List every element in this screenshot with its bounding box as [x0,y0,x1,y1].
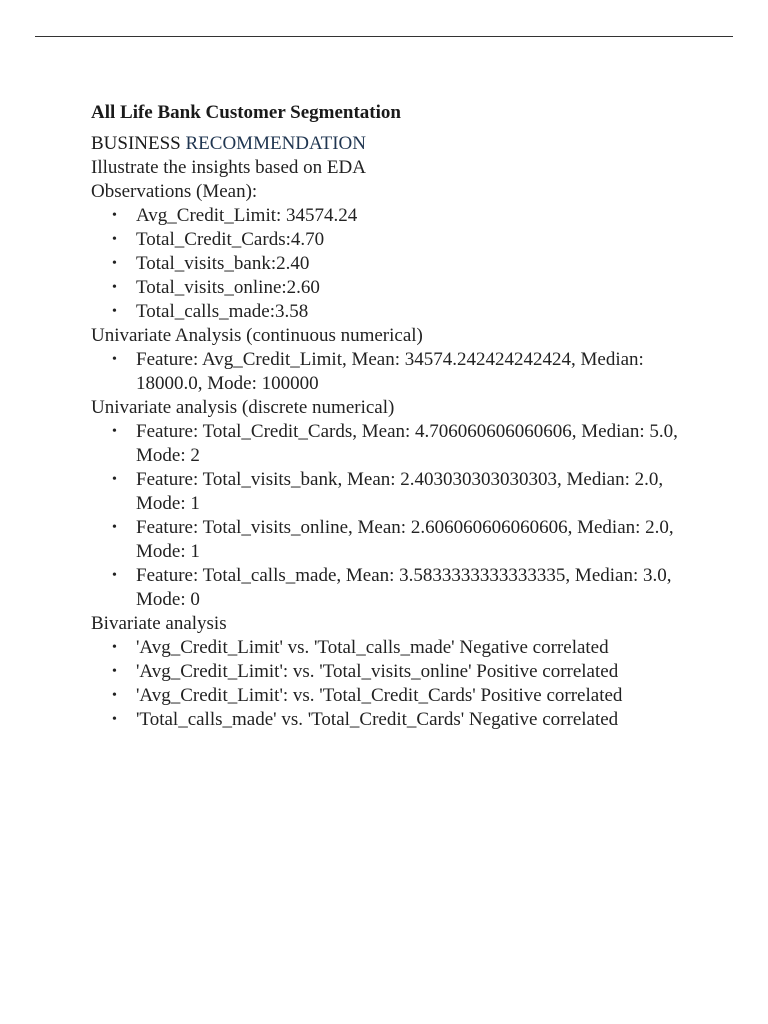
list-item: • Total_Credit_Cards:4.70 [136,228,691,252]
document-body [91,101,691,732]
list-item: • 'Avg_Credit_Limit': vs. 'Total_visits_online' Positive correlated [136,660,691,684]
list-item: • Feature: Avg_Credit_Limit, Mean: 34574.242424242424, Median: 18000.0, Mode: 100000 [136,348,691,396]
list-item: • Avg_Credit_Limit: 34574.24 [136,204,691,228]
univariate-discrete-heading: Univariate analysis (discrete numerical) [91,397,395,418]
list-item: • Total_calls_made:3.58 [136,300,691,324]
top-divider [35,36,733,37]
list-item: • Feature: Total_visits_bank, Mean: 2.403030303030303, Median: 2.0, Mode: 1 [136,468,691,516]
list-item: • Total_visits_online:2.60 [136,276,691,300]
subtitle-business: BUSINESS [91,133,186,154]
univariate-continuous-list [91,348,691,396]
univariate-discrete-list [91,420,691,612]
univariate-continuous-heading: Univariate Analysis (continuous numerical) [91,325,423,346]
bivariate-heading: Bivariate analysis [91,613,227,634]
eda-intro-text: Illustrate the insights based on EDA [91,157,366,178]
document-title: All Life Bank Customer Segmentation [91,102,401,123]
bivariate-list [91,636,691,732]
observations-list [91,204,691,324]
list-item: • Total_visits_bank:2.40 [136,252,691,276]
list-item: • 'Avg_Credit_Limit': vs. 'Total_Credit_Cards' Positive correlated [136,684,691,708]
list-item: • Feature: Total_Credit_Cards, Mean: 4.706060606060606, Median: 5.0, Mode: 2 [136,420,691,468]
document-subtitle [91,132,691,156]
list-item: • Feature: Total_calls_made, Mean: 3.5833333333333335, Median: 3.0, Mode: 0 [136,564,691,612]
list-item: • 'Avg_Credit_Limit' vs. 'Total_calls_made' Negative correlated [136,636,691,660]
observations-heading: Observations (Mean): [91,181,258,202]
list-item: • Feature: Total_visits_online, Mean: 2.606060606060606, Median: 2.0, Mode: 1 [136,516,691,564]
subtitle-recommendation: RECOMMENDATION [185,133,366,154]
list-item: • 'Total_calls_made' vs. 'Total_Credit_Cards' Negative correlated [136,708,691,732]
